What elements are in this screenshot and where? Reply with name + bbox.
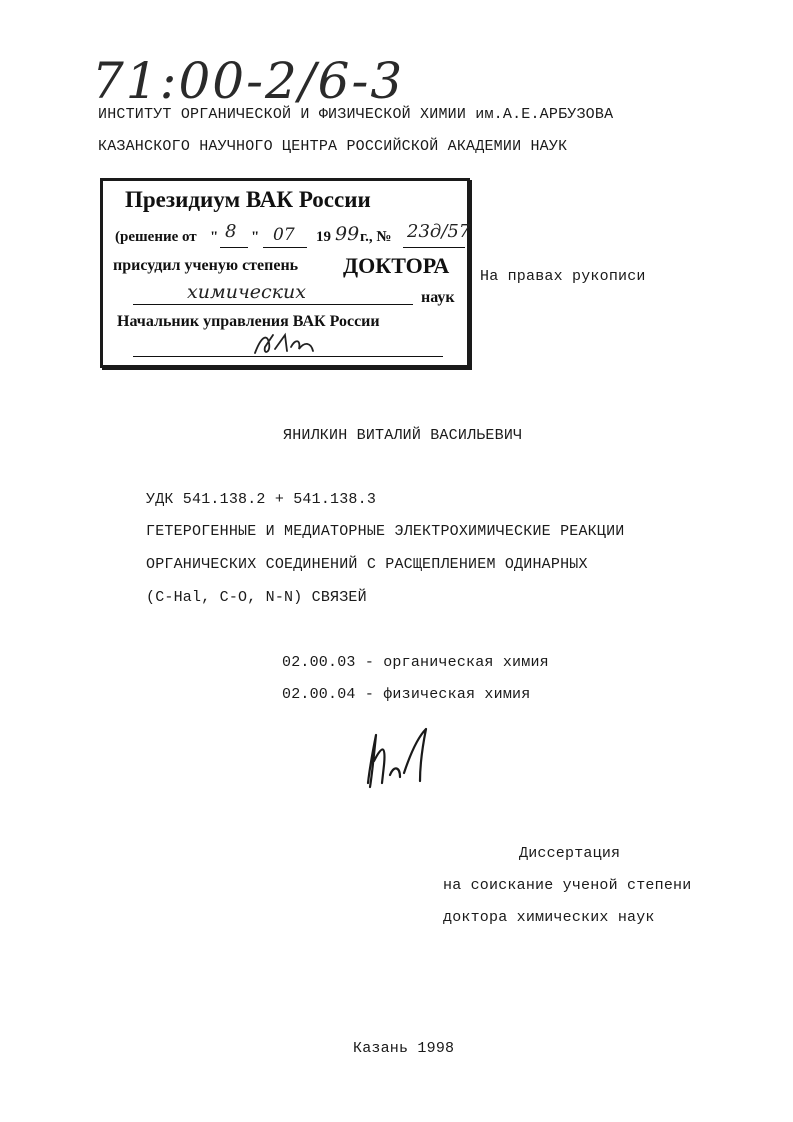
- udk-code: УДК 541.138.2 + 541.138.3: [146, 491, 377, 508]
- stamp-chief: Начальник управления ВАК России: [117, 313, 380, 330]
- title-line-1: ГЕТЕРОГЕННЫЕ И МЕДИАТОРНЫЕ ЭЛЕКТРОХИМИЧЕСКИЕ РЕАКЦИИ: [146, 523, 625, 540]
- city-year: Казань 1998: [353, 1040, 455, 1057]
- stamp-decision-month: 07: [273, 225, 295, 245]
- author-signature: [360, 725, 440, 795]
- stamp-awarded: присудил ученую степень: [113, 257, 299, 274]
- author-name: ЯНИЛКИН ВИТАЛИЙ ВАСИЛЬЕВИЧ: [283, 427, 523, 444]
- dissertation-purpose: на соискание ученой степени: [443, 877, 692, 894]
- stamp-title: Президиум ВАК России: [125, 187, 371, 212]
- specialty-2: 02.00.04 - физическая химия: [282, 686, 531, 703]
- manuscript-rights: На правах рукописи: [480, 268, 646, 285]
- institute-header-line2: КАЗАНСКОГО НАУЧНОГО ЦЕНТРА РОССИЙСКОЙ АКАДЕМИИ НАУК: [98, 138, 568, 155]
- vak-stamp: Президиум ВАК России (решение от " 8 " 07 19 99 г., № 23д/57 присудил ученую степень ДОКТОРА химических наук Начальник управления ВАК России: [100, 178, 470, 368]
- title-line-2: ОРГАНИЧЕСКИХ СОЕДИНЕНИЙ С РАСЩЕПЛЕНИЕМ ОДИНАРНЫХ: [146, 556, 588, 573]
- institute-header-line1: ИНСТИТУТ ОРГАНИЧЕСКОЙ И ФИЗИЧЕСКОЙ ХИМИИ им.А.Е.АРБУЗОВА: [98, 106, 614, 123]
- stamp-decision-g: г., №: [360, 229, 392, 245]
- specialty-1: 02.00.03 - органическая химия: [282, 654, 549, 671]
- stamp-decision-prefix: (решение от: [115, 229, 197, 245]
- dissertation-degree: доктора химических наук: [443, 909, 655, 926]
- stamp-field-suffix: наук: [421, 289, 455, 306]
- stamp-decision-year-suffix: 99: [335, 223, 360, 245]
- archive-number-handwritten: 71:00-2/6-3: [92, 52, 405, 110]
- stamp-decision-year-prefix: 19: [316, 229, 331, 245]
- stamp-decision-number: 23д/57: [407, 221, 471, 242]
- stamp-decision-day: 8: [225, 221, 237, 242]
- stamp-field-handwritten: химических: [187, 281, 306, 303]
- title-line-3: (C-Hal, C-O, N-N) СВЯЗЕЙ: [146, 589, 367, 606]
- stamp-chief-signature: [251, 329, 321, 359]
- dissertation-label: Диссертация: [519, 845, 621, 862]
- stamp-degree: ДОКТОРА: [343, 253, 450, 278]
